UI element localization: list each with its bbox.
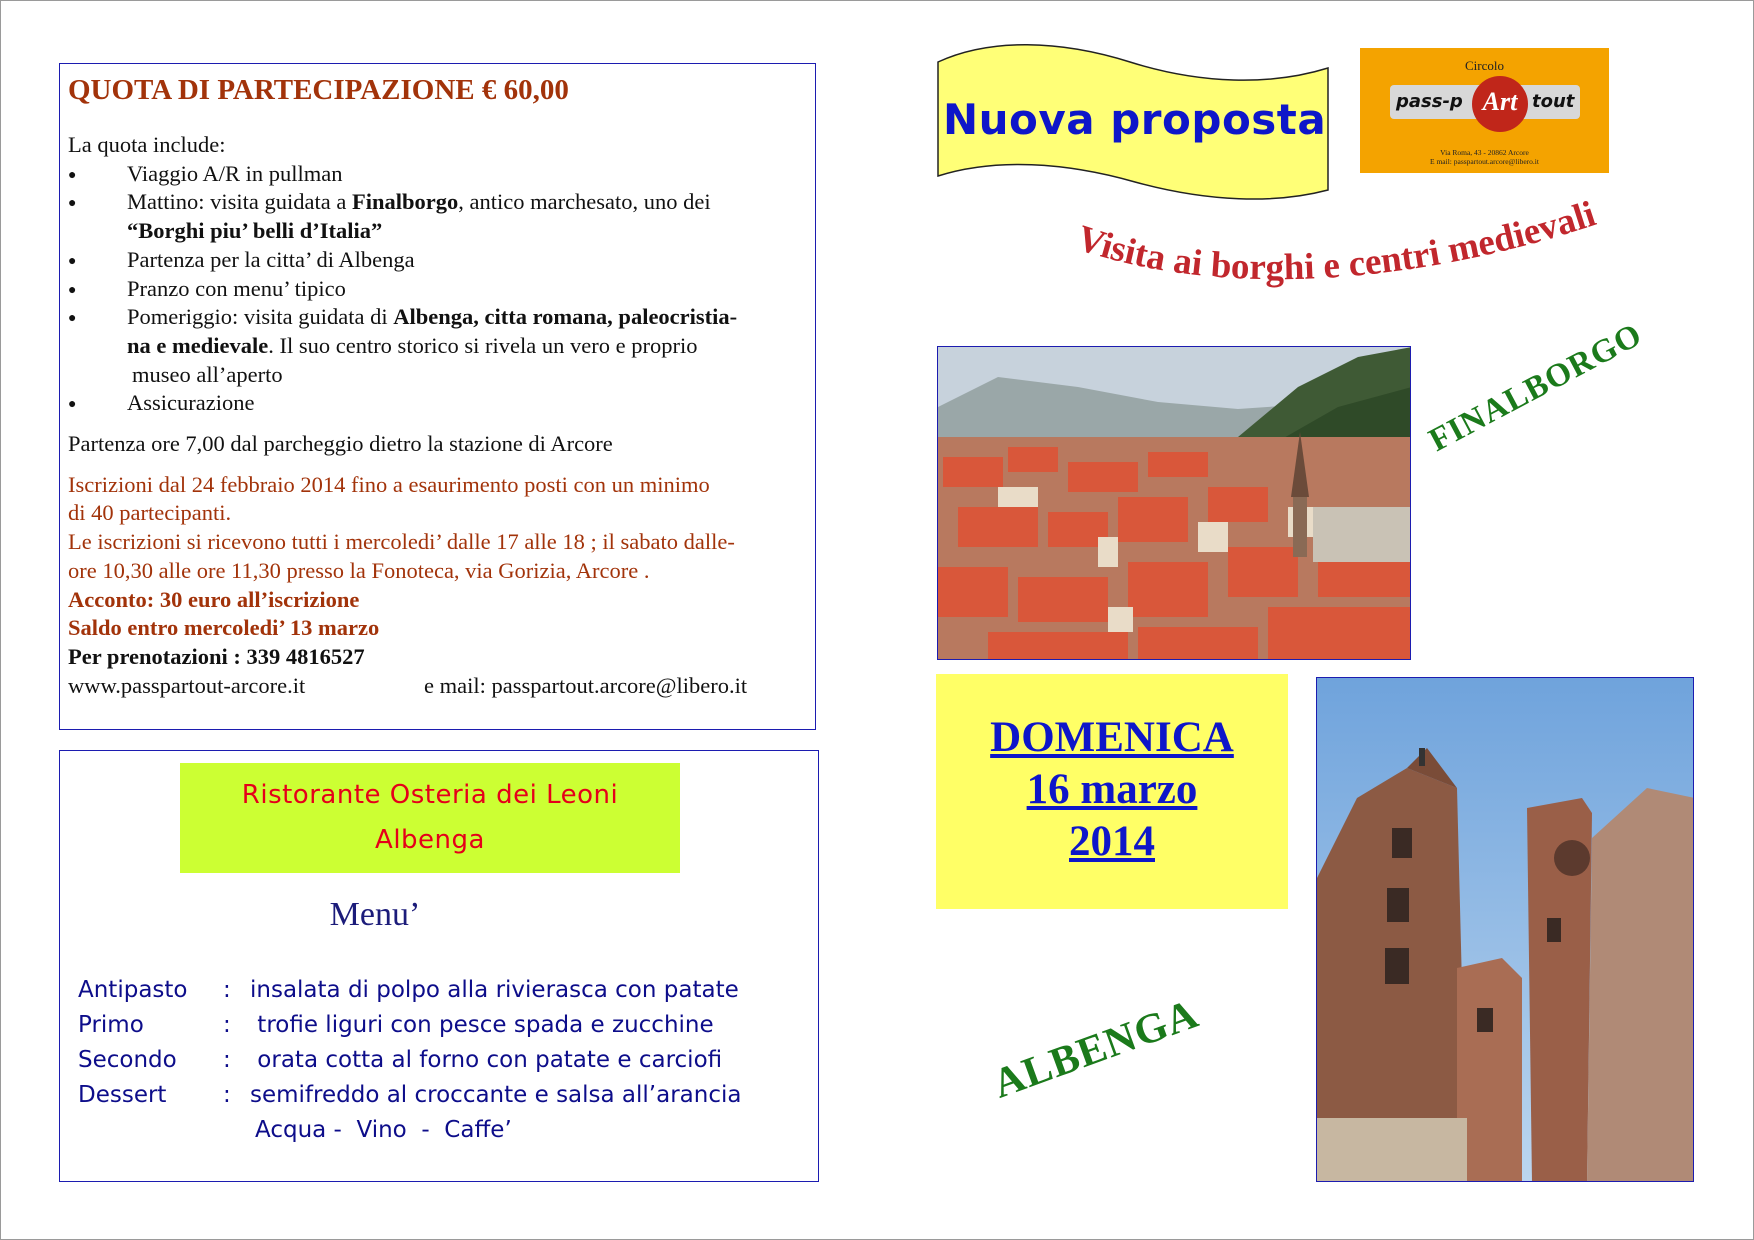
menu-dish: trofie liguri con pesce spada e zucchine	[250, 1012, 714, 1038]
iscrizioni-line-4: ore 10,30 alle ore 11,30 presso la Fonoteca, via Gorizia, Arcore .	[68, 557, 650, 583]
menu-drinks: Acqua - Vino - Caffe’	[255, 1117, 512, 1143]
saldo-text: Saldo entro mercoledi’ 13 marzo	[68, 615, 380, 641]
menu-sep: :	[223, 1047, 231, 1073]
quota-box	[59, 63, 816, 730]
quota-intro: La quota include:	[68, 132, 226, 157]
menu-row	[78, 1082, 741, 1117]
iscrizioni-line-1: Iscrizioni dal 24 febbraio 2014 fino a esaurimento posti con un minimo	[68, 471, 710, 497]
finalborgo-label: FINALBORGO	[1423, 316, 1649, 459]
iscrizioni-line-3: Le iscrizioni si ricevono tutti i mercoledi’ dalle 17 alle 18 ; il sabato dalle-	[68, 529, 735, 555]
include-item: ● Assicurazione	[68, 389, 807, 418]
restaurant-city: Albenga	[375, 825, 485, 855]
iscrizioni-line-2: di 40 partecipanti.	[68, 500, 232, 526]
menu-sep: :	[223, 977, 231, 1003]
bullet-icon: ●	[68, 397, 77, 413]
restaurant-banner	[180, 763, 680, 873]
date-day: DOMENICA	[990, 714, 1234, 761]
logo-address	[1360, 148, 1609, 166]
menu-dish: semifreddo al croccante e salsa all’arancia	[250, 1082, 742, 1108]
date-year: 2014	[1069, 818, 1155, 865]
departure-text: Partenza ore 7,00 dal parcheggio dietro la stazione di Arcore	[68, 431, 613, 457]
include-item: ● Partenza per la citta’ di Albenga	[68, 246, 807, 275]
menu-list	[78, 977, 741, 1152]
bullet-icon: ●	[68, 282, 77, 298]
logo-right-text: tout	[1532, 91, 1575, 112]
quota-title: QUOTA DI PARTECIPAZIONE € 60,00	[68, 74, 569, 106]
headline-text: Visita ai borghi e centri medievali	[1072, 193, 1601, 289]
bullet-icon: ●	[68, 253, 77, 269]
menu-course: Primo	[78, 1012, 144, 1038]
email-link[interactable]: e mail: passpartout.arcore@libero.it	[424, 672, 748, 698]
logo-email-line: E mail: passpartout.arcore@libero.it	[1430, 157, 1539, 166]
menu-sep: :	[223, 1012, 231, 1038]
circolo-logo	[1360, 48, 1609, 173]
menu-box	[59, 750, 819, 1182]
acconto-text: Acconto: 30 euro all’iscrizione	[68, 586, 360, 612]
logo-art-text: Art	[1472, 76, 1528, 132]
logo-address-line: Via Roma, 43 - 20862 Arcore	[1440, 148, 1529, 157]
menu-course: Dessert	[78, 1082, 167, 1108]
date-box	[936, 674, 1288, 909]
include-item: ● Viaggio A/R in pullman	[68, 160, 807, 189]
menu-sep: :	[223, 1082, 231, 1108]
prenotazioni-text: Per prenotazioni : 339 4816527	[68, 643, 365, 669]
menu-row	[78, 1047, 741, 1082]
albenga-label: ALBENGA	[987, 990, 1205, 1108]
logo-circolo-text: Circolo	[1465, 58, 1504, 73]
nuova-proposta-text: Nuova proposta	[943, 95, 1327, 144]
albenga-photo	[1316, 677, 1694, 1182]
logo-left-text: pass-p	[1396, 91, 1463, 112]
menu-dish: insalata di polpo alla rivierasca con patate	[250, 977, 739, 1003]
include-item: ● Pomeriggio: visita guidata di Albenga, citta romana, paleocristia- na e medievale. Il suo centro storico si rivela un vero e proprio museo all’aperto	[68, 304, 738, 387]
menu-course: Secondo	[78, 1047, 177, 1073]
include-list	[68, 160, 807, 418]
contact-row	[68, 672, 807, 701]
menu-dish: orata cotta al forno con patate e carciofi	[250, 1047, 723, 1073]
restaurant-name: Ristorante Osteria dei Leoni	[241, 780, 619, 810]
headline-arc	[1055, 180, 1635, 320]
menu-row	[78, 1012, 741, 1047]
include-item: ● Mattino: visita guidata a Finalborgo, antico marchesato, uno dei “Borghi piu’ belli d’Italia”	[68, 189, 711, 244]
bullet-icon: ●	[68, 167, 77, 183]
menu-row	[78, 977, 741, 1012]
website-link[interactable]: www.passpartout-arcore.it	[68, 672, 306, 698]
finalborgo-photo	[937, 346, 1411, 660]
date-date: 16 marzo	[1026, 766, 1198, 813]
bullet-icon: ●	[68, 311, 77, 327]
include-item: ● Pranzo con menu’ tipico	[68, 275, 807, 304]
menu-title: Menu’	[329, 896, 421, 933]
bullet-icon: ●	[68, 196, 77, 212]
menu-course: Antipasto	[78, 977, 188, 1003]
